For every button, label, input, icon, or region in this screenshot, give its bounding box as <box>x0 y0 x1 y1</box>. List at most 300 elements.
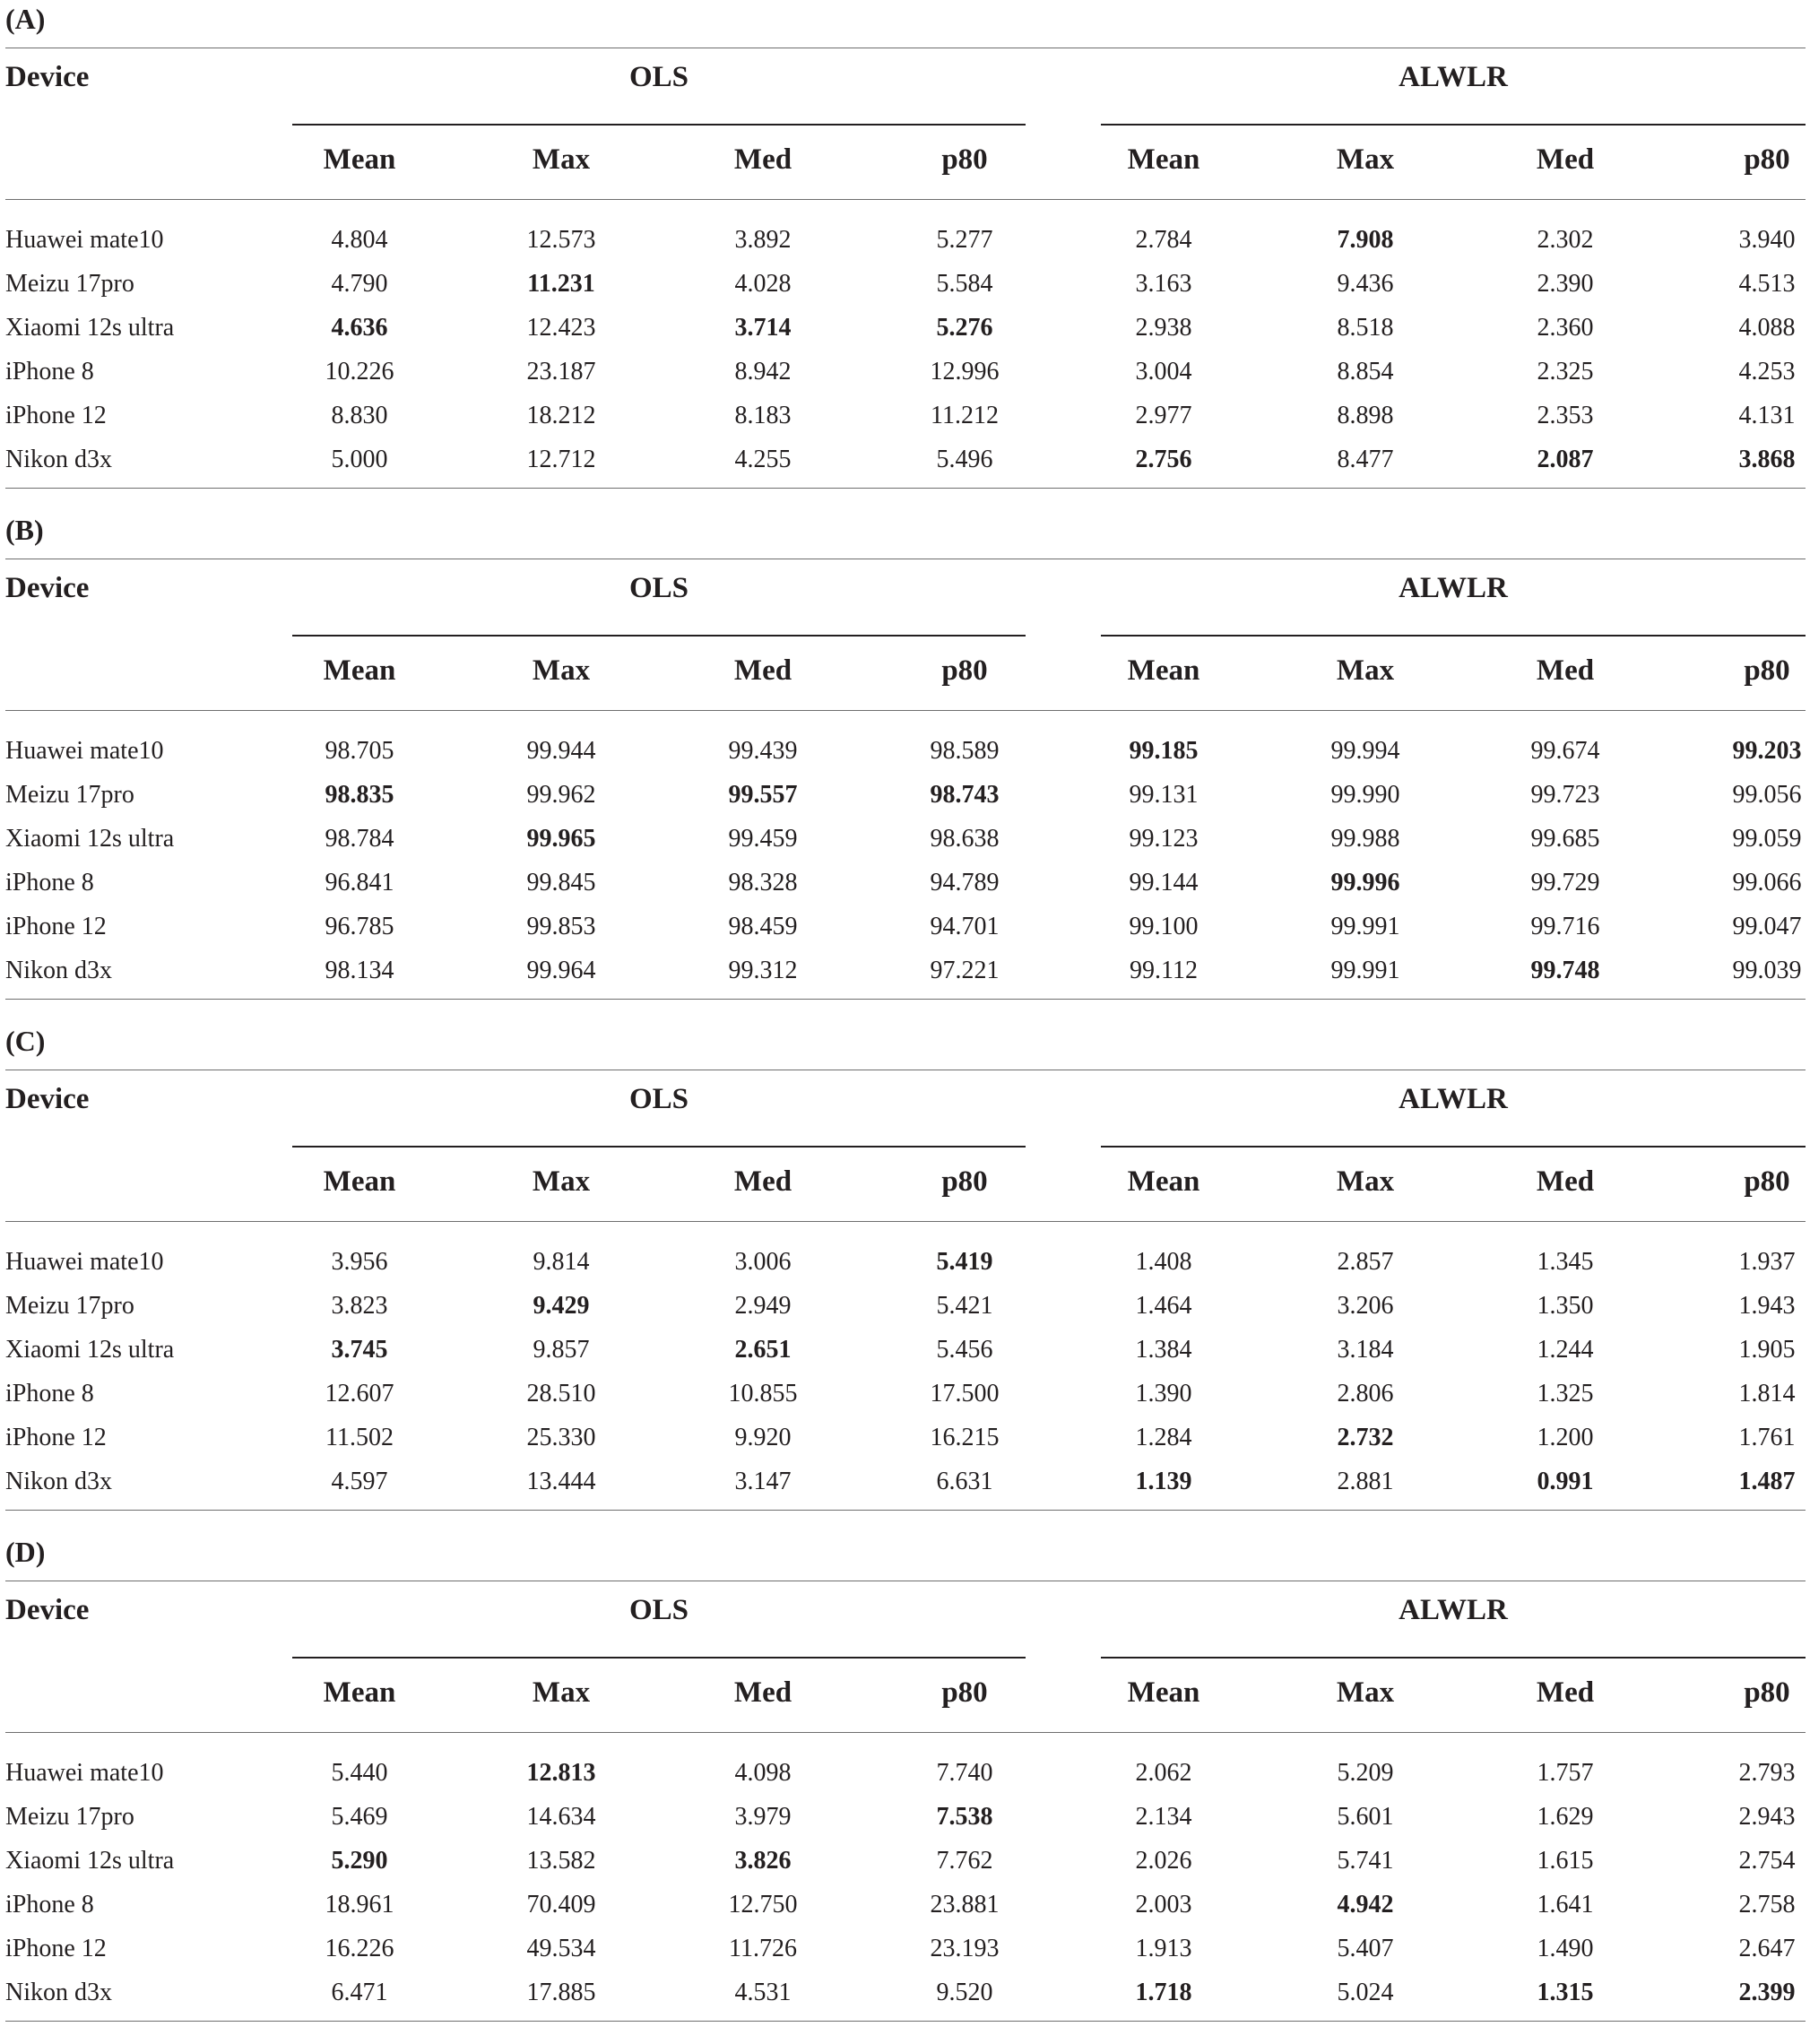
value-cell-ols-mean: 18.961 <box>325 1891 394 1918</box>
ols-group-rule <box>292 1146 1026 1148</box>
value-cell-ols-max: 9.857 <box>533 1336 590 1364</box>
value-cell-alwlr-med: 99.674 <box>1530 737 1600 765</box>
ols-group-header: OLS <box>628 1594 689 1626</box>
table-panel <box>5 511 1806 1022</box>
value-cell-alwlr-med: 1.315 <box>1537 1979 1594 2006</box>
value-cell-alwlr-p80: 99.039 <box>1732 957 1802 984</box>
value-cell-alwlr-mean: 2.003 <box>1135 1891 1192 1918</box>
value-cell-alwlr-max: 5.024 <box>1337 1979 1394 2006</box>
table-row <box>5 218 1806 262</box>
column-header-alwlr-p80: p80 <box>1744 1676 1790 1709</box>
device-cell: iPhone 12 <box>5 402 107 429</box>
value-cell-alwlr-mean: 2.062 <box>1135 1759 1192 1787</box>
value-cell-alwlr-med: 1.629 <box>1537 1803 1594 1831</box>
table-row <box>5 1751 1806 1795</box>
device-cell: Nikon d3x <box>5 446 112 473</box>
column-header-ols-p80: p80 <box>941 654 988 687</box>
value-cell-alwlr-mean: 1.464 <box>1135 1292 1192 1320</box>
header-rule <box>5 199 1806 200</box>
value-cell-ols-max: 18.212 <box>526 402 596 429</box>
alwlr-group-rule <box>1101 1657 1806 1659</box>
column-header-alwlr-med: Med <box>1536 1165 1595 1198</box>
alwlr-group-header: ALWLR <box>1399 572 1508 604</box>
value-cell-ols-p80: 5.277 <box>936 226 993 254</box>
table-row <box>5 350 1806 394</box>
alwlr-group-rule <box>1101 635 1806 637</box>
column-header-ols-max: Max <box>532 654 591 687</box>
value-cell-ols-mean: 8.830 <box>331 402 388 429</box>
value-cell-alwlr-mean: 99.144 <box>1129 869 1199 896</box>
value-cell-ols-mean: 4.804 <box>331 226 388 254</box>
value-cell-ols-med: 8.942 <box>734 358 792 385</box>
value-cell-ols-med: 98.459 <box>728 913 798 940</box>
header-rule <box>5 710 1806 711</box>
value-cell-ols-p80: 7.740 <box>936 1759 993 1787</box>
value-cell-ols-med: 3.714 <box>734 314 792 342</box>
value-cell-ols-mean: 12.607 <box>325 1380 394 1407</box>
value-cell-alwlr-p80: 99.059 <box>1732 825 1802 853</box>
value-cell-ols-med: 99.312 <box>728 957 798 984</box>
value-cell-ols-max: 99.964 <box>526 957 596 984</box>
value-cell-ols-max: 11.231 <box>527 270 595 298</box>
column-header-alwlr-max: Max <box>1336 143 1395 176</box>
panel-label: (D) <box>5 1536 46 1568</box>
value-cell-alwlr-max: 8.898 <box>1337 402 1394 429</box>
value-cell-ols-max: 99.853 <box>526 913 596 940</box>
value-cell-alwlr-mean: 3.004 <box>1135 358 1192 385</box>
value-cell-ols-mean: 6.471 <box>331 1979 388 2006</box>
value-cell-alwlr-p80: 4.513 <box>1738 270 1796 298</box>
value-cell-ols-mean: 96.785 <box>325 913 394 940</box>
value-cell-alwlr-p80: 1.943 <box>1738 1292 1796 1320</box>
column-header-ols-max: Max <box>532 1165 591 1198</box>
value-cell-alwlr-max: 99.991 <box>1330 913 1400 940</box>
value-cell-alwlr-max: 99.991 <box>1330 957 1400 984</box>
table-row <box>5 1970 1806 2014</box>
value-cell-alwlr-mean: 99.112 <box>1130 957 1198 984</box>
value-cell-alwlr-med: 1.200 <box>1537 1424 1594 1451</box>
value-cell-ols-med: 99.459 <box>728 825 798 853</box>
value-cell-alwlr-mean: 2.134 <box>1135 1803 1192 1831</box>
value-cell-alwlr-mean: 1.408 <box>1135 1248 1192 1276</box>
device-cell: iPhone 8 <box>5 1380 94 1407</box>
column-header-ols-mean: Mean <box>323 1676 396 1709</box>
header-rule <box>5 1732 1806 1733</box>
column-header-alwlr-mean: Mean <box>1127 1676 1200 1709</box>
value-cell-alwlr-p80: 2.793 <box>1738 1759 1796 1787</box>
device-column-header: Device <box>5 1594 90 1626</box>
alwlr-group-header: ALWLR <box>1399 61 1508 93</box>
value-cell-ols-mean: 98.705 <box>325 737 394 765</box>
column-header-ols-med: Med <box>733 654 792 687</box>
value-cell-alwlr-max: 5.407 <box>1337 1935 1394 1962</box>
value-cell-ols-p80: 94.701 <box>930 913 1000 940</box>
column-header-ols-mean: Mean <box>323 654 396 687</box>
value-cell-alwlr-med: 1.641 <box>1537 1891 1594 1918</box>
table-row <box>5 1284 1806 1328</box>
table-row <box>5 1459 1806 1503</box>
table-row <box>5 437 1806 481</box>
value-cell-alwlr-mean: 2.756 <box>1135 446 1192 473</box>
value-cell-alwlr-p80: 1.487 <box>1738 1468 1796 1495</box>
device-cell: Huawei mate10 <box>5 737 164 765</box>
value-cell-ols-p80: 5.584 <box>936 270 993 298</box>
value-cell-ols-mean: 16.226 <box>325 1935 394 1962</box>
value-cell-ols-max: 12.813 <box>526 1759 596 1787</box>
value-cell-ols-p80: 98.638 <box>930 825 1000 853</box>
value-cell-alwlr-p80: 3.940 <box>1738 226 1796 254</box>
value-cell-ols-med: 9.920 <box>734 1424 792 1451</box>
value-cell-alwlr-med: 2.325 <box>1537 358 1594 385</box>
value-cell-ols-mean: 96.841 <box>325 869 394 896</box>
column-header-alwlr-max: Max <box>1336 654 1395 687</box>
device-cell: iPhone 8 <box>5 1891 94 1918</box>
column-header-ols-mean: Mean <box>323 143 396 176</box>
value-cell-ols-max: 49.534 <box>526 1935 596 1962</box>
value-cell-alwlr-mean: 99.100 <box>1129 913 1199 940</box>
value-cell-alwlr-max: 5.209 <box>1337 1759 1394 1787</box>
value-cell-alwlr-mean: 2.938 <box>1135 314 1192 342</box>
device-column-header: Device <box>5 572 90 604</box>
value-cell-alwlr-med: 2.360 <box>1537 314 1594 342</box>
device-cell: Nikon d3x <box>5 957 112 984</box>
value-cell-alwlr-max: 7.908 <box>1337 226 1394 254</box>
value-cell-alwlr-p80: 2.754 <box>1738 1847 1796 1875</box>
value-cell-ols-med: 99.439 <box>728 737 798 765</box>
value-cell-ols-max: 99.944 <box>526 737 596 765</box>
value-cell-ols-mean: 5.000 <box>331 446 388 473</box>
value-cell-ols-med: 2.949 <box>734 1292 792 1320</box>
value-cell-alwlr-max: 99.990 <box>1330 781 1400 809</box>
column-header-ols-med: Med <box>733 1165 792 1198</box>
column-header-alwlr-mean: Mean <box>1127 1165 1200 1198</box>
column-header-alwlr-mean: Mean <box>1127 143 1200 176</box>
table-row <box>5 1416 1806 1459</box>
value-cell-alwlr-med: 99.723 <box>1530 781 1600 809</box>
value-cell-ols-max: 25.330 <box>526 1424 596 1451</box>
table-row <box>5 729 1806 773</box>
device-cell: iPhone 12 <box>5 913 107 940</box>
value-cell-alwlr-mean: 99.131 <box>1129 781 1199 809</box>
value-cell-alwlr-p80: 2.943 <box>1738 1803 1796 1831</box>
value-cell-ols-max: 12.423 <box>526 314 596 342</box>
column-header-alwlr-p80: p80 <box>1744 1165 1790 1198</box>
value-cell-ols-mean: 5.469 <box>331 1803 388 1831</box>
value-cell-ols-max: 12.712 <box>526 446 596 473</box>
alwlr-group-header: ALWLR <box>1399 1083 1508 1115</box>
value-cell-alwlr-max: 2.881 <box>1337 1468 1394 1495</box>
value-cell-alwlr-mean: 2.784 <box>1135 226 1192 254</box>
value-cell-alwlr-max: 3.184 <box>1337 1336 1394 1364</box>
value-cell-alwlr-p80: 2.647 <box>1738 1935 1796 1962</box>
ols-group-rule <box>292 1657 1026 1659</box>
value-cell-alwlr-max: 9.436 <box>1337 270 1394 298</box>
value-cell-alwlr-mean: 2.026 <box>1135 1847 1192 1875</box>
table-row <box>5 306 1806 350</box>
value-cell-alwlr-med: 1.350 <box>1537 1292 1594 1320</box>
value-cell-alwlr-med: 2.353 <box>1537 402 1594 429</box>
value-cell-alwlr-max: 8.518 <box>1337 314 1394 342</box>
bottom-rule <box>5 1510 1806 1511</box>
column-header-alwlr-p80: p80 <box>1744 143 1790 176</box>
value-cell-ols-med: 3.979 <box>734 1803 792 1831</box>
value-cell-alwlr-max: 2.806 <box>1337 1380 1394 1407</box>
value-cell-ols-med: 8.183 <box>734 402 792 429</box>
value-cell-alwlr-mean: 1.139 <box>1135 1468 1192 1495</box>
value-cell-alwlr-max: 99.996 <box>1330 869 1400 896</box>
value-cell-ols-p80: 6.631 <box>936 1468 993 1495</box>
value-cell-ols-p80: 98.589 <box>930 737 1000 765</box>
column-header-alwlr-med: Med <box>1536 143 1595 176</box>
column-header-ols-max: Max <box>532 143 591 176</box>
value-cell-ols-p80: 23.881 <box>930 1891 1000 1918</box>
device-cell: Huawei mate10 <box>5 1759 164 1787</box>
value-cell-alwlr-p80: 4.253 <box>1738 358 1796 385</box>
panel-label: (C) <box>5 1025 46 1057</box>
value-cell-ols-max: 9.429 <box>533 1292 590 1320</box>
value-cell-alwlr-med: 2.302 <box>1537 226 1594 254</box>
value-cell-ols-mean: 3.745 <box>331 1336 388 1364</box>
value-cell-ols-med: 4.098 <box>734 1759 792 1787</box>
panel-label: (B) <box>5 514 44 546</box>
value-cell-ols-p80: 11.212 <box>931 402 999 429</box>
device-column-header: Device <box>5 1083 90 1115</box>
device-cell: iPhone 12 <box>5 1935 107 1962</box>
column-header-alwlr-p80: p80 <box>1744 654 1790 687</box>
value-cell-ols-p80: 5.419 <box>936 1248 993 1276</box>
table-row <box>5 1795 1806 1839</box>
table-row <box>5 1839 1806 1883</box>
table-row <box>5 861 1806 905</box>
value-cell-alwlr-max: 5.601 <box>1337 1803 1394 1831</box>
value-cell-ols-mean: 4.597 <box>331 1468 388 1495</box>
value-cell-alwlr-med: 0.991 <box>1537 1468 1594 1495</box>
table-panel <box>5 1533 1806 2044</box>
column-header-ols-p80: p80 <box>941 1676 988 1709</box>
value-cell-ols-mean: 5.440 <box>331 1759 388 1787</box>
value-cell-alwlr-mean: 1.390 <box>1135 1380 1192 1407</box>
value-cell-ols-med: 11.726 <box>729 1935 797 1962</box>
value-cell-ols-max: 99.965 <box>526 825 596 853</box>
value-cell-alwlr-mean: 1.384 <box>1135 1336 1192 1364</box>
device-cell: iPhone 8 <box>5 358 94 385</box>
value-cell-ols-med: 3.006 <box>734 1248 792 1276</box>
value-cell-alwlr-mean: 99.185 <box>1129 737 1199 765</box>
table-panel <box>5 0 1806 511</box>
value-cell-ols-med: 2.651 <box>734 1336 792 1364</box>
value-cell-ols-med: 98.328 <box>728 869 798 896</box>
value-cell-ols-mean: 98.134 <box>325 957 394 984</box>
device-cell: Meizu 17pro <box>5 1292 134 1320</box>
value-cell-ols-med: 4.531 <box>734 1979 792 2006</box>
value-cell-alwlr-mean: 99.123 <box>1129 825 1199 853</box>
value-cell-alwlr-max: 99.994 <box>1330 737 1400 765</box>
header-rule <box>5 1221 1806 1222</box>
ols-group-rule <box>292 124 1026 126</box>
value-cell-ols-max: 12.573 <box>526 226 596 254</box>
ols-group-header: OLS <box>628 1083 689 1115</box>
value-cell-ols-med: 99.557 <box>728 781 798 809</box>
value-cell-ols-max: 70.409 <box>526 1891 596 1918</box>
ols-group-header: OLS <box>628 572 689 604</box>
value-cell-alwlr-p80: 1.937 <box>1738 1248 1796 1276</box>
value-cell-alwlr-max: 99.988 <box>1330 825 1400 853</box>
value-cell-ols-p80: 23.193 <box>930 1935 1000 1962</box>
device-cell: Meizu 17pro <box>5 270 134 298</box>
table-row <box>5 262 1806 306</box>
table-panel <box>5 1022 1806 1533</box>
value-cell-alwlr-max: 8.854 <box>1337 358 1394 385</box>
value-cell-alwlr-mean: 1.718 <box>1135 1979 1192 2006</box>
value-cell-ols-p80: 94.789 <box>930 869 1000 896</box>
value-cell-alwlr-max: 2.732 <box>1337 1424 1394 1451</box>
value-cell-alwlr-p80: 99.066 <box>1732 869 1802 896</box>
value-cell-alwlr-p80: 1.814 <box>1738 1380 1796 1407</box>
value-cell-ols-med: 10.855 <box>728 1380 798 1407</box>
value-cell-ols-p80: 17.500 <box>930 1380 1000 1407</box>
table-row <box>5 394 1806 437</box>
value-cell-ols-max: 13.582 <box>526 1847 596 1875</box>
table-row <box>5 1328 1806 1372</box>
table-row <box>5 773 1806 817</box>
value-cell-alwlr-p80: 99.056 <box>1732 781 1802 809</box>
value-cell-ols-med: 12.750 <box>728 1891 798 1918</box>
value-cell-alwlr-p80: 1.905 <box>1738 1336 1796 1364</box>
column-header-alwlr-max: Max <box>1336 1165 1395 1198</box>
value-cell-alwlr-med: 99.748 <box>1530 957 1600 984</box>
column-header-alwlr-mean: Mean <box>1127 654 1200 687</box>
column-header-alwlr-med: Med <box>1536 654 1595 687</box>
value-cell-ols-mean: 3.956 <box>331 1248 388 1276</box>
device-column-header: Device <box>5 61 90 93</box>
device-cell: Huawei mate10 <box>5 1248 164 1276</box>
device-cell: Meizu 17pro <box>5 781 134 809</box>
value-cell-ols-med: 3.826 <box>734 1847 792 1875</box>
column-header-alwlr-max: Max <box>1336 1676 1395 1709</box>
value-cell-ols-p80: 5.456 <box>936 1336 993 1364</box>
value-cell-alwlr-med: 1.345 <box>1537 1248 1594 1276</box>
value-cell-alwlr-p80: 4.088 <box>1738 314 1796 342</box>
value-cell-alwlr-mean: 1.913 <box>1135 1935 1192 1962</box>
value-cell-alwlr-med: 99.716 <box>1530 913 1600 940</box>
value-cell-ols-max: 14.634 <box>526 1803 596 1831</box>
value-cell-ols-p80: 98.743 <box>930 781 1000 809</box>
value-cell-alwlr-p80: 2.758 <box>1738 1891 1796 1918</box>
value-cell-alwlr-max: 5.741 <box>1337 1847 1394 1875</box>
column-header-ols-p80: p80 <box>941 143 988 176</box>
table-row <box>5 1372 1806 1416</box>
value-cell-ols-p80: 97.221 <box>930 957 1000 984</box>
value-cell-alwlr-med: 1.325 <box>1537 1380 1594 1407</box>
panel-label: (A) <box>5 3 46 35</box>
table-row <box>5 817 1806 861</box>
value-cell-ols-mean: 11.502 <box>325 1424 394 1451</box>
device-cell: Huawei mate10 <box>5 226 164 254</box>
value-cell-alwlr-p80: 2.399 <box>1738 1979 1796 2006</box>
column-header-alwlr-med: Med <box>1536 1676 1595 1709</box>
value-cell-ols-med: 4.255 <box>734 446 792 473</box>
value-cell-alwlr-med: 1.244 <box>1537 1336 1594 1364</box>
device-cell: iPhone 8 <box>5 869 94 896</box>
device-cell: Xiaomi 12s ultra <box>5 1847 175 1875</box>
device-cell: Meizu 17pro <box>5 1803 134 1831</box>
value-cell-ols-med: 3.147 <box>734 1468 792 1495</box>
column-header-ols-p80: p80 <box>941 1165 988 1198</box>
value-cell-alwlr-p80: 99.203 <box>1732 737 1802 765</box>
value-cell-ols-p80: 12.996 <box>930 358 1000 385</box>
value-cell-ols-p80: 7.762 <box>936 1847 993 1875</box>
value-cell-ols-max: 13.444 <box>526 1468 596 1495</box>
column-header-ols-max: Max <box>532 1676 591 1709</box>
column-header-ols-med: Med <box>733 1676 792 1709</box>
device-cell: Nikon d3x <box>5 1979 112 2006</box>
alwlr-group-header: ALWLR <box>1399 1594 1508 1626</box>
value-cell-ols-p80: 7.538 <box>936 1803 993 1831</box>
value-cell-alwlr-max: 8.477 <box>1337 446 1394 473</box>
bottom-rule <box>5 2021 1806 2022</box>
value-cell-alwlr-med: 99.685 <box>1530 825 1600 853</box>
value-cell-alwlr-med: 2.390 <box>1537 270 1594 298</box>
value-cell-ols-p80: 9.520 <box>936 1979 993 2006</box>
value-cell-alwlr-p80: 1.761 <box>1738 1424 1796 1451</box>
value-cell-ols-mean: 5.290 <box>331 1847 388 1875</box>
table-row <box>5 1240 1806 1284</box>
value-cell-alwlr-mean: 1.284 <box>1135 1424 1192 1451</box>
value-cell-alwlr-p80: 4.131 <box>1738 402 1796 429</box>
value-cell-ols-mean: 4.790 <box>331 270 388 298</box>
ols-group-header: OLS <box>628 61 689 93</box>
alwlr-group-rule <box>1101 1146 1806 1148</box>
bottom-rule <box>5 999 1806 1000</box>
value-cell-ols-max: 9.814 <box>533 1248 590 1276</box>
device-cell: iPhone 12 <box>5 1424 107 1451</box>
value-cell-alwlr-med: 99.729 <box>1530 869 1600 896</box>
table-row <box>5 905 1806 948</box>
value-cell-ols-max: 99.845 <box>526 869 596 896</box>
value-cell-ols-max: 17.885 <box>526 1979 596 2006</box>
value-cell-ols-mean: 3.823 <box>331 1292 388 1320</box>
table-row <box>5 1927 1806 1970</box>
column-header-ols-mean: Mean <box>323 1165 396 1198</box>
value-cell-alwlr-p80: 3.868 <box>1738 446 1796 473</box>
value-cell-alwlr-med: 2.087 <box>1537 446 1594 473</box>
device-cell: Xiaomi 12s ultra <box>5 825 175 853</box>
value-cell-ols-mean: 4.636 <box>331 314 388 342</box>
bottom-rule <box>5 488 1806 489</box>
table-row <box>5 948 1806 992</box>
device-cell: Nikon d3x <box>5 1468 112 1495</box>
value-cell-alwlr-mean: 2.977 <box>1135 402 1192 429</box>
value-cell-alwlr-max: 3.206 <box>1337 1292 1394 1320</box>
value-cell-alwlr-max: 4.942 <box>1337 1891 1394 1918</box>
value-cell-ols-med: 3.892 <box>734 226 792 254</box>
value-cell-ols-p80: 16.215 <box>930 1424 1000 1451</box>
value-cell-ols-max: 99.962 <box>526 781 596 809</box>
value-cell-ols-p80: 5.496 <box>936 446 993 473</box>
value-cell-ols-p80: 5.276 <box>936 314 993 342</box>
value-cell-alwlr-med: 1.490 <box>1537 1935 1594 1962</box>
device-cell: Xiaomi 12s ultra <box>5 314 175 342</box>
value-cell-alwlr-med: 1.615 <box>1537 1847 1594 1875</box>
value-cell-ols-p80: 5.421 <box>936 1292 993 1320</box>
alwlr-group-rule <box>1101 124 1806 126</box>
value-cell-ols-max: 23.187 <box>526 358 596 385</box>
value-cell-ols-mean: 98.784 <box>325 825 394 853</box>
value-cell-alwlr-max: 2.857 <box>1337 1248 1394 1276</box>
value-cell-alwlr-p80: 99.047 <box>1732 913 1802 940</box>
value-cell-ols-mean: 98.835 <box>325 781 394 809</box>
table-row <box>5 1883 1806 1927</box>
